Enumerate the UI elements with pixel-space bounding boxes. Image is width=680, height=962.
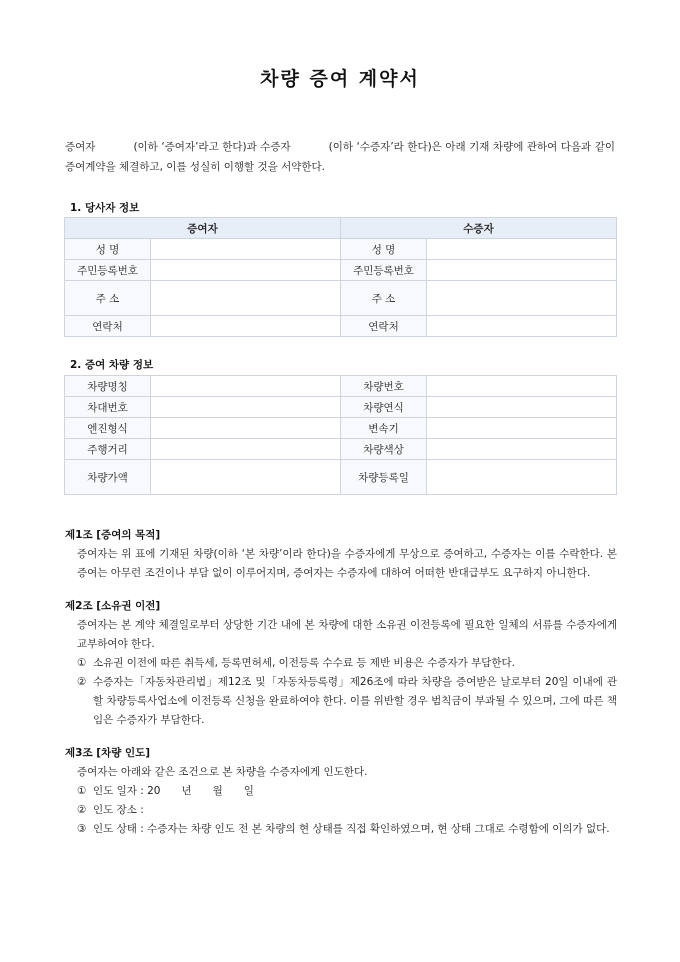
article-2-item-1 (65, 654, 617, 673)
vehicle-table (64, 375, 617, 495)
donor-name-field[interactable] (151, 239, 341, 260)
document-title: 차량 증여 계약서 (260, 68, 420, 90)
donor-contact-field[interactable] (151, 316, 341, 337)
article-3-item-2 (65, 801, 617, 820)
article-1-body: 증여자는 위 표에 기재된 차량(이하 ‘본 차량’이라 한다)을 수증자에게 무상으로 증여하고, 수증자는 이를 수락한다. 본 증여는 아무런 조건이나 부담 없이 이루어지며, 증여자는 수증자에 대하여 어떠한 반대급부도 요구하지 아니한다. (77, 548, 617, 579)
vehicle-value-field[interactable] (151, 460, 341, 495)
vehicle-number-label: 차량번호 (341, 376, 427, 397)
article-1 (65, 525, 617, 583)
article-2-item-2-text: 수증자는「자동차관리법」제12조 및「자동차등록령」제26조에 따라 차량을 증여받은 날로부터 20일 이내에 관할 차량등록사업소에 이전등록 신청을 완료하여야 한다. 이를 위반할 경우 범칙금이 부과될 수 있으며, 그에 따른 책임은 수증자가 부담한다. (93, 676, 617, 726)
donor-name-label: 성 명 (65, 239, 151, 260)
transmission-label: 변속기 (341, 418, 427, 439)
registration-date-field[interactable] (427, 460, 617, 495)
donor-address-label: 주 소 (65, 281, 151, 316)
chassis-number-label: 차대번호 (65, 397, 151, 418)
color-label: 차량색상 (341, 439, 427, 460)
vehicle-name-label: 차량명칭 (65, 376, 151, 397)
article-3-item-3-text: 인도 상태 : 수증자는 차량 인도 전 본 차량의 현 상태를 직접 확인하였으며, 현 상태 그대로 수령함에 이의가 없다. (93, 823, 610, 835)
donee-id-label: 주민등록번호 (341, 260, 427, 281)
donee-name-field[interactable] (427, 239, 617, 260)
donor-header: 증여자 (65, 218, 341, 239)
parties-table (64, 217, 617, 337)
article-3-item-3-number: ③ (77, 823, 87, 835)
mileage-field[interactable] (151, 439, 341, 460)
donee-address-label: 주 소 (341, 281, 427, 316)
donee-address-field[interactable] (427, 281, 617, 316)
article-3-item-1-text: 인도 일자 : 20 년 월 일 (93, 785, 254, 797)
article-2-item-2-number: ② (77, 676, 87, 688)
vehicle-name-field[interactable] (151, 376, 341, 397)
article-2-title: 제2조 [소유권 이전] (65, 600, 161, 612)
donee-contact-label: 연락처 (341, 316, 427, 337)
article-3-title: 제3조 [차량 인도] (65, 747, 151, 759)
section1-title: 1. 당사자 정보 (70, 202, 140, 214)
article-3-item-3 (65, 820, 617, 839)
intro-part2: (이하 ‘증여자’라고 한다)과 수증자 (133, 141, 291, 153)
article-3 (65, 743, 617, 839)
transmission-field[interactable] (427, 418, 617, 439)
article-3-item-2-text: 인도 장소 : (93, 804, 144, 816)
article-3-body: 증여자는 아래와 같은 조건으로 본 차량을 수증자에게 인도한다. (77, 766, 368, 778)
engine-type-field[interactable] (151, 418, 341, 439)
model-year-field[interactable] (427, 397, 617, 418)
article-2-body: 증여자는 본 계약 체결일로부터 상당한 기간 내에 본 차량에 대한 소유권 이전등록에 필요한 일체의 서류를 수증자에게 교부하여야 한다. (77, 619, 617, 650)
engine-type-label: 엔진형식 (65, 418, 151, 439)
article-3-item-2-number: ② (77, 804, 87, 816)
article-3-item-1 (65, 782, 617, 801)
donee-header: 수증자 (341, 218, 617, 239)
intro-part1: 증여자 (65, 141, 96, 153)
donee-contact-field[interactable] (427, 316, 617, 337)
donor-address-field[interactable] (151, 281, 341, 316)
registration-date-label: 차량등록일 (341, 460, 427, 495)
article-1-title: 제1조 [증여의 목적] (65, 529, 161, 541)
articles (65, 525, 617, 852)
mileage-label: 주행거리 (65, 439, 151, 460)
color-field[interactable] (427, 439, 617, 460)
donor-contact-label: 연락처 (65, 316, 151, 337)
model-year-label: 차량연식 (341, 397, 427, 418)
article-2 (65, 596, 617, 730)
intro-part3: (이하 ‘수증자’라 한다)은 아래 기재 차량에 관하여 다음과 같이 증여계약을 체결하고, 이를 성실히 이행할 것을 서약한다. (65, 141, 615, 173)
article-3-item-1-number: ① (77, 785, 87, 797)
article-2-item-1-number: ① (77, 657, 87, 669)
donee-name-label: 성 명 (341, 239, 427, 260)
donor-id-field[interactable] (151, 260, 341, 281)
donee-id-field[interactable] (427, 260, 617, 281)
section2-title: 2. 증여 차량 정보 (70, 359, 154, 371)
vehicle-number-field[interactable] (427, 376, 617, 397)
article-2-item-2 (65, 673, 617, 730)
chassis-number-field[interactable] (151, 397, 341, 418)
vehicle-value-label: 차량가액 (65, 460, 151, 495)
intro-paragraph (65, 137, 615, 177)
article-2-item-1-text: 소유권 이전에 따른 취득세, 등록면허세, 이전등록 수수료 등 제반 비용은 수증자가 부담한다. (93, 657, 516, 669)
donor-id-label: 주민등록번호 (65, 260, 151, 281)
